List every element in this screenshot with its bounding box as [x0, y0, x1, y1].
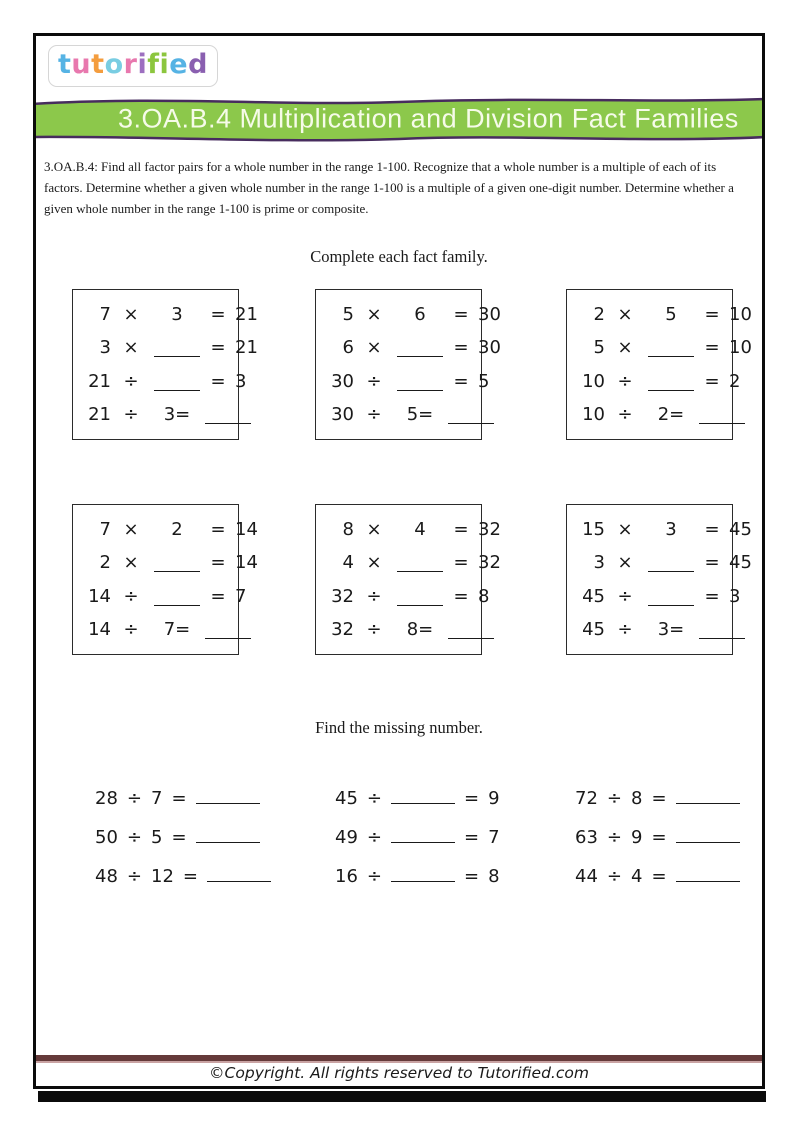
missing-number-problem [335, 788, 500, 810]
fact-box-equations [73, 290, 285, 439]
operator: × [123, 337, 139, 359]
equals-sign: = [464, 788, 480, 809]
operator: × [123, 552, 139, 574]
operand-b [392, 371, 448, 392]
divisor: 5 [151, 827, 163, 848]
fact-equation-row [316, 586, 528, 607]
fact-box-equations [316, 505, 528, 654]
answer [231, 404, 283, 425]
divide-sign: ÷ [606, 866, 622, 887]
answer-blank [205, 636, 251, 639]
answer: 45 [729, 519, 752, 541]
operand-a: 32 [331, 618, 354, 640]
divide-sign: ÷ [126, 827, 142, 848]
fact-equation-row [567, 404, 765, 425]
fact-box-equations [567, 290, 765, 439]
answer: 10 [729, 304, 752, 326]
fact-family-box [72, 504, 258, 655]
operand-b: 5 [665, 304, 677, 326]
divide-sign: ÷ [606, 827, 622, 848]
answer-blank [676, 840, 740, 843]
operator: × [366, 304, 382, 326]
standard-description: 3.OA.B.4: Find all factor pairs for a whole number in the range 1-100. Recognize that a whole number is a multiple of each of its factors. Determine whether a given whole number in the range 1-100 is a multiple of a given one-digit number. Determine whether a given whole number in the range 1-100 is prime or composite. [44, 159, 734, 216]
operand-a: 21 [88, 370, 111, 392]
answer: 32 [478, 552, 501, 574]
fact-box-row-1 [36, 289, 762, 445]
equals-sign: = [453, 552, 469, 574]
fact-equation-row [73, 371, 285, 392]
answer-blank [397, 603, 443, 606]
dividend: 16 [335, 866, 358, 887]
operator: ÷ [366, 370, 382, 392]
fact-family-heading: Complete each fact family. [310, 247, 488, 266]
answer-blank [648, 388, 694, 391]
operator: × [123, 304, 139, 326]
missing-number-problem [335, 866, 500, 888]
fact-equation-row [73, 586, 285, 607]
answer-blank [699, 421, 745, 424]
logo-letter: i [137, 49, 148, 80]
operand-a: 10 [582, 370, 605, 392]
operand-b [643, 337, 699, 358]
answer-blank [648, 603, 694, 606]
operand-b [392, 552, 448, 573]
answer-blank [676, 879, 740, 882]
quotient: 8 [488, 866, 500, 887]
logo-letter: t [91, 49, 105, 80]
operand-b: 3= [163, 403, 191, 425]
answer: 14 [235, 519, 258, 541]
answer-blank [397, 569, 443, 572]
equals-sign: = [453, 585, 469, 607]
answer [474, 619, 526, 640]
equals-sign: = [210, 585, 226, 607]
operand-b [643, 552, 699, 573]
operand-b: 5= [406, 403, 434, 425]
quotient: 9 [488, 788, 500, 809]
title-banner [33, 92, 765, 148]
operator: ÷ [366, 618, 382, 640]
operand-b [149, 552, 205, 573]
divisor: 8 [631, 788, 643, 809]
fact-family-box [72, 289, 258, 440]
operand-a: 14 [88, 618, 111, 640]
operand-b: 2= [657, 403, 685, 425]
answer: 10 [729, 337, 752, 359]
logo-letters [58, 48, 208, 82]
operator: ÷ [617, 370, 633, 392]
equals-sign: = [182, 866, 198, 887]
answer-blank [648, 354, 694, 357]
operator: × [617, 304, 633, 326]
operand-a: 15 [582, 519, 605, 541]
divide-sign: ÷ [366, 866, 382, 887]
answer: 8 [478, 585, 490, 607]
dividend: 50 [95, 827, 118, 848]
logo-letter: i [159, 49, 170, 80]
operator: × [617, 552, 633, 574]
answer-blank [207, 879, 271, 882]
missing-number-problem [575, 788, 740, 810]
answer [231, 619, 283, 640]
fact-equation-row [316, 404, 528, 425]
missing-number-problem [95, 866, 271, 888]
operand-a: 45 [582, 618, 605, 640]
answer-blank [397, 388, 443, 391]
fact-box-equations [567, 505, 765, 654]
answer: 45 [729, 552, 752, 574]
operand-a: 30 [331, 370, 354, 392]
fact-equation-row [73, 304, 285, 325]
fact-equation-row [316, 619, 528, 640]
fact-equation-row [73, 619, 285, 640]
operand-a: 10 [582, 403, 605, 425]
divisor: 12 [151, 866, 174, 887]
operator: ÷ [617, 403, 633, 425]
divide-sign: ÷ [126, 788, 142, 809]
operand-b [149, 586, 205, 607]
dividend: 72 [575, 788, 598, 809]
operand-a: 21 [88, 403, 111, 425]
operator: × [366, 519, 382, 541]
operand-a: 6 [342, 337, 354, 359]
divide-sign: ÷ [126, 866, 142, 887]
fact-box-row-2 [36, 504, 762, 660]
operand-b [643, 586, 699, 607]
fact-equation-row [316, 552, 528, 573]
operand-a: 3 [593, 552, 605, 574]
answer: 2 [729, 370, 741, 392]
logo-letter: t [58, 49, 72, 80]
answer: 21 [235, 304, 258, 326]
answer-blank [154, 354, 200, 357]
dividend: 63 [575, 827, 598, 848]
fact-equation-row [567, 619, 765, 640]
tutorified-logo [48, 45, 218, 87]
quotient: 7 [488, 827, 500, 848]
answer-blank [391, 840, 455, 843]
operand-b [392, 586, 448, 607]
fact-family-box [566, 504, 752, 655]
fact-equation-row [73, 404, 285, 425]
footer-divider [36, 1055, 762, 1063]
logo-letter: d [188, 49, 208, 80]
dividend: 48 [95, 866, 118, 887]
operand-a: 30 [331, 403, 354, 425]
fact-equation-row [73, 519, 285, 540]
answer: 30 [478, 337, 501, 359]
operand-b [149, 337, 205, 358]
missing-number-problem [335, 827, 500, 849]
equals-sign: = [651, 827, 667, 848]
equals-sign: = [453, 304, 469, 326]
equals-sign: = [464, 827, 480, 848]
operand-a: 14 [88, 585, 111, 607]
fact-equation-row [567, 552, 765, 573]
divisor: 9 [631, 827, 643, 848]
fact-family-box [566, 289, 752, 440]
fact-equation-row [567, 586, 765, 607]
operator: ÷ [366, 403, 382, 425]
operand-a: 2 [593, 304, 605, 326]
missing-number-column [95, 788, 271, 905]
operand-b: 3= [657, 618, 685, 640]
operand-b: 6 [414, 304, 426, 326]
equals-sign: = [453, 337, 469, 359]
equals-sign: = [171, 788, 187, 809]
fact-equation-row [316, 337, 528, 358]
logo-letter: o [104, 49, 124, 80]
fact-equation-row [73, 337, 285, 358]
fact-equation-row [316, 519, 528, 540]
operator: ÷ [123, 370, 139, 392]
logo-letter: u [71, 49, 92, 80]
fact-box-equations [316, 290, 528, 439]
fact-equation-row [567, 371, 765, 392]
dividend: 45 [335, 788, 358, 809]
answer: 5 [478, 370, 490, 392]
answer-blank [391, 879, 455, 882]
missing-number-problem [95, 788, 271, 810]
operand-a: 2 [99, 552, 111, 574]
operand-a: 3 [99, 337, 111, 359]
equals-sign: = [651, 866, 667, 887]
equals-sign: = [453, 370, 469, 392]
fact-equation-row [316, 304, 528, 325]
fact-family-box [315, 504, 501, 655]
answer-blank [699, 636, 745, 639]
equals-sign: = [651, 788, 667, 809]
dividend: 49 [335, 827, 358, 848]
equals-sign: = [210, 519, 226, 541]
missing-number-column [335, 788, 500, 905]
answer-blank [448, 636, 494, 639]
divide-sign: ÷ [366, 788, 382, 809]
equals-sign: = [704, 585, 720, 607]
operand-a: 4 [342, 552, 354, 574]
logo-letter: e [169, 49, 189, 80]
fact-equation-row [567, 304, 765, 325]
page-shadow [38, 1091, 766, 1102]
missing-number-problem [575, 827, 740, 849]
answer-blank [391, 801, 455, 804]
divisor: 4 [631, 866, 643, 887]
operator: ÷ [123, 618, 139, 640]
fact-equation-row [567, 519, 765, 540]
equals-sign: = [210, 370, 226, 392]
answer [474, 404, 526, 425]
answer: 7 [235, 585, 247, 607]
operand-a: 32 [331, 585, 354, 607]
equals-sign: = [704, 519, 720, 541]
operand-a: 7 [99, 519, 111, 541]
fact-box-equations [73, 505, 285, 654]
operator: ÷ [123, 403, 139, 425]
answer-blank [196, 840, 260, 843]
missing-number-column [575, 788, 740, 905]
answer: 32 [478, 519, 501, 541]
operator: ÷ [366, 585, 382, 607]
equals-sign: = [704, 304, 720, 326]
answer-blank [648, 569, 694, 572]
operator: × [366, 552, 382, 574]
answer [725, 404, 765, 425]
dividend: 28 [95, 788, 118, 809]
answer-blank [154, 388, 200, 391]
answer: 21 [235, 337, 258, 359]
answer: 3 [729, 585, 741, 607]
operand-b: 3 [665, 519, 677, 541]
answer: 14 [235, 552, 258, 574]
operand-a: 7 [99, 304, 111, 326]
operator: × [123, 519, 139, 541]
equals-sign: = [704, 370, 720, 392]
divide-sign: ÷ [606, 788, 622, 809]
answer-blank [448, 421, 494, 424]
answer: 30 [478, 304, 501, 326]
answer-blank [397, 354, 443, 357]
operand-a: 8 [342, 519, 354, 541]
equals-sign: = [210, 337, 226, 359]
operator: × [617, 337, 633, 359]
equals-sign: = [210, 552, 226, 574]
divide-sign: ÷ [366, 827, 382, 848]
logo-letter: f [147, 49, 160, 80]
answer [725, 619, 765, 640]
operator: ÷ [123, 585, 139, 607]
page-title: 3.OA.B.4 Multiplication and Division Fact Families [118, 103, 739, 134]
worksheet-page [33, 33, 765, 1089]
equals-sign: = [704, 552, 720, 574]
answer: 3 [235, 370, 247, 392]
operator: ÷ [617, 618, 633, 640]
divisor: 7 [151, 788, 163, 809]
operand-a: 45 [582, 585, 605, 607]
operator: × [617, 519, 633, 541]
equals-sign: = [704, 337, 720, 359]
copyright-text: ©Copyright. All rights reserved to Tutorified.com [209, 1064, 589, 1082]
dividend: 44 [575, 866, 598, 887]
missing-number-problem [575, 866, 740, 888]
fact-equation-row [316, 371, 528, 392]
answer-blank [196, 801, 260, 804]
fact-equation-row [73, 552, 285, 573]
fact-equation-row [567, 337, 765, 358]
operand-a: 5 [342, 304, 354, 326]
answer-blank [676, 801, 740, 804]
operand-b: 7= [163, 618, 191, 640]
answer-blank [205, 421, 251, 424]
equals-sign: = [464, 866, 480, 887]
operator: × [366, 337, 382, 359]
operand-b: 8= [406, 618, 434, 640]
operand-b: 4 [414, 519, 426, 541]
logo-letter: r [123, 49, 138, 80]
operand-b [392, 337, 448, 358]
operand-b: 3 [171, 304, 183, 326]
missing-number-problem [95, 827, 271, 849]
equals-sign: = [171, 827, 187, 848]
operand-b: 2 [171, 519, 183, 541]
equals-sign: = [453, 519, 469, 541]
answer-blank [154, 569, 200, 572]
equals-sign: = [210, 304, 226, 326]
operand-b [643, 371, 699, 392]
missing-number-heading: Find the missing number. [315, 718, 483, 737]
operator: ÷ [617, 585, 633, 607]
answer-blank [154, 603, 200, 606]
fact-family-box [315, 289, 501, 440]
operand-b [149, 371, 205, 392]
operand-a: 5 [593, 337, 605, 359]
